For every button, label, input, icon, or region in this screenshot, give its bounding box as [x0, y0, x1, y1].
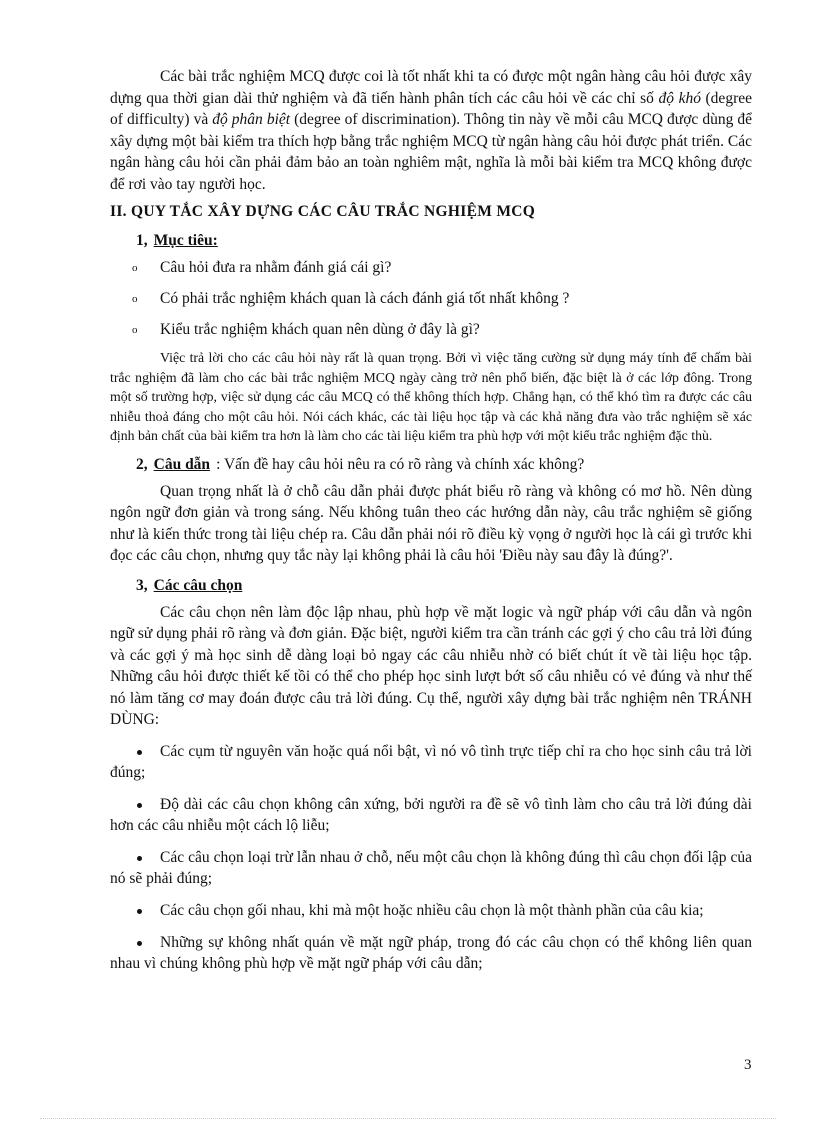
term-discrimination: độ phân biệt — [212, 111, 291, 128]
options-heading — [136, 575, 752, 596]
page-bottom-divider — [40, 1118, 776, 1119]
bullet-dot-icon — [137, 803, 142, 808]
intro-text-1: Các bài trắc nghiệm MCQ được coi là tốt nhất khi ta có được một ngân hàng câu hỏi được xây dựng qua thời gian dài thử nghiệm và đã tiến hành phân tích các câu hỏi về các chỉ số — [110, 68, 752, 107]
objectives-note: Việc trả lời cho các câu hỏi này rất là quan trọng. Bởi vì việc tăng cường sử dụng máy tính để chấm bài trắc nghiệm đã làm cho các bài trắc nghiệm MCQ ngày càng trở nên phổ biến, đặc biệt là ở các lớp đông. Trong một số trường hợp, việc sử dụng các câu MCQ có thể không thích hợp. Chẳng hạn, có thể khó tìm ra được các câu nhiễu thoả đáng cho một câu hỏi. Nói cách khác, các tài liệu học tập và các khả năng đưa vào trắc nghiệm sẽ xác định bản chất của bài kiểm tra hơn là làm cho các tài liệu kiểm tra phù hợp với một kiểu trắc nghiệm đặc thù. — [110, 350, 752, 443]
options-title: Các câu chọn — [153, 576, 243, 594]
list-item: o Có phải trắc nghiệm khách quan là cách đánh giá tốt nhất không ? — [110, 288, 752, 309]
bullet-dot-icon — [137, 750, 142, 755]
options-paragraph: Các câu chọn nên làm độc lập nhau, phù hợp về mặt logic và ngữ pháp với câu dẫn và ngôn ngữ sử dụng phải rõ ràng và đơn giản. Đặc biệt, người kiểm tra cần tránh các gợi ý cho câu trả lời đúng và các gợi ý mà học sinh dễ dàng loại bỏ ngay các câu nhiễu nhờ có biết chút ít về tài liệu học tập. Những câu hỏi được thiết kế tồi có thể cho phép học sinh lượt bớt số câu nhiễu có vẻ đúng và như thế nó làm tăng cơ may đoán được câu trả lời đúng. Cụ thể, người xây dựng bài trắc nghiệm nên TRÁNH DÙNG: — [110, 603, 752, 728]
stem-number: 2, — [136, 455, 148, 473]
circle-bullet-icon: o — [132, 293, 138, 305]
list-item: Các câu chọn gối nhau, khi mà một hoặc nhiều câu chọn là một thành phần của câu kia; — [110, 900, 752, 921]
bullet-dot-icon — [137, 941, 142, 946]
stem-title: Câu dẫn — [153, 455, 211, 473]
options-number: 3, — [136, 576, 148, 594]
section-heading: II. QUY TẮC XÂY DỰNG CÁC CÂU TRẮC NGHIỆM MCQ — [110, 203, 536, 220]
page-number: 3 — [744, 1057, 752, 1073]
list-item: Độ dài các câu chọn không cân xứng, bởi người ra đề sẽ vô tình làm cho câu trả lời đúng dài hơn các câu nhiễu một cách lộ liễu; — [110, 795, 752, 834]
term-difficulty: độ khó — [658, 89, 701, 107]
circle-bullet-icon: o — [132, 324, 138, 336]
avoid-list — [110, 741, 752, 974]
circle-bullet-icon: o — [132, 262, 138, 274]
objectives-heading — [136, 230, 752, 251]
intro-paragraph — [110, 66, 752, 195]
intro-text-3: (degree of discrimination). Thông tin này về mỗi câu MCQ được dùng để xây dựng một bài kiểm tra thích hợp bằng trắc nghiệm MCQ từ ngân hàng câu hỏi được phát triển. Các ngân hàng câu hỏi cần phải đảm bảo an toàn nghiêm mật, nghĩa là mỗi bài kiểm tra MCQ không được để rơi vào tay người học. — [110, 111, 752, 193]
stem-heading — [136, 454, 752, 475]
stem-paragraph: Quan trọng nhất là ở chỗ câu dẫn phải được phát biểu rõ ràng và không có mơ hồ. Nên dùng ngôn ngữ đơn giản và trong sáng. Nếu không tuân theo các hướng dẫn này, câu trắc nghiệm sẽ giống như là kiến thức trong tài liệu chép ra. Câu dẫn phải nói rõ điều kỳ vọng ở người học là cái gì trước khi đọc các câu chọn, nhưng quy tắc này lại không phải là câu hỏi 'Điều này sau đây là đúng?'. — [110, 482, 752, 564]
stem-question: : Vấn đề hay câu hỏi nêu ra có rõ ràng và chính xác không? — [216, 455, 585, 473]
page-content — [110, 66, 752, 985]
list-item: Các câu chọn loại trừ lẫn nhau ở chỗ, nếu một câu chọn là không đúng thì câu chọn đối lập của nó sẽ phải đúng; — [110, 848, 752, 887]
list-item: Những sự không nhất quán về mặt ngữ pháp, trong đó các câu chọn có thể không liên quan nhau vì chúng không phù hợp về mặt ngữ pháp với câu dẫn; — [110, 933, 752, 972]
objectives-title: Mục tiêu: — [153, 232, 218, 249]
list-item: o Câu hỏi đưa ra nhằm đánh giá cái gì? — [110, 257, 752, 278]
list-item: o Kiểu trắc nghiệm khách quan nên dùng ở đây là gì? — [110, 319, 752, 340]
intro-text-2: (degree of difficulty) và — [110, 89, 752, 128]
objective-questions-list — [110, 257, 752, 340]
list-item: Các cụm từ nguyên văn hoặc quá nổi bật, vì nó vô tình trực tiếp chỉ ra cho học sinh câu trả lời đúng; — [110, 742, 752, 781]
bullet-dot-icon — [137, 856, 142, 861]
objectives-number: 1, — [136, 232, 148, 249]
bullet-dot-icon — [137, 909, 142, 914]
